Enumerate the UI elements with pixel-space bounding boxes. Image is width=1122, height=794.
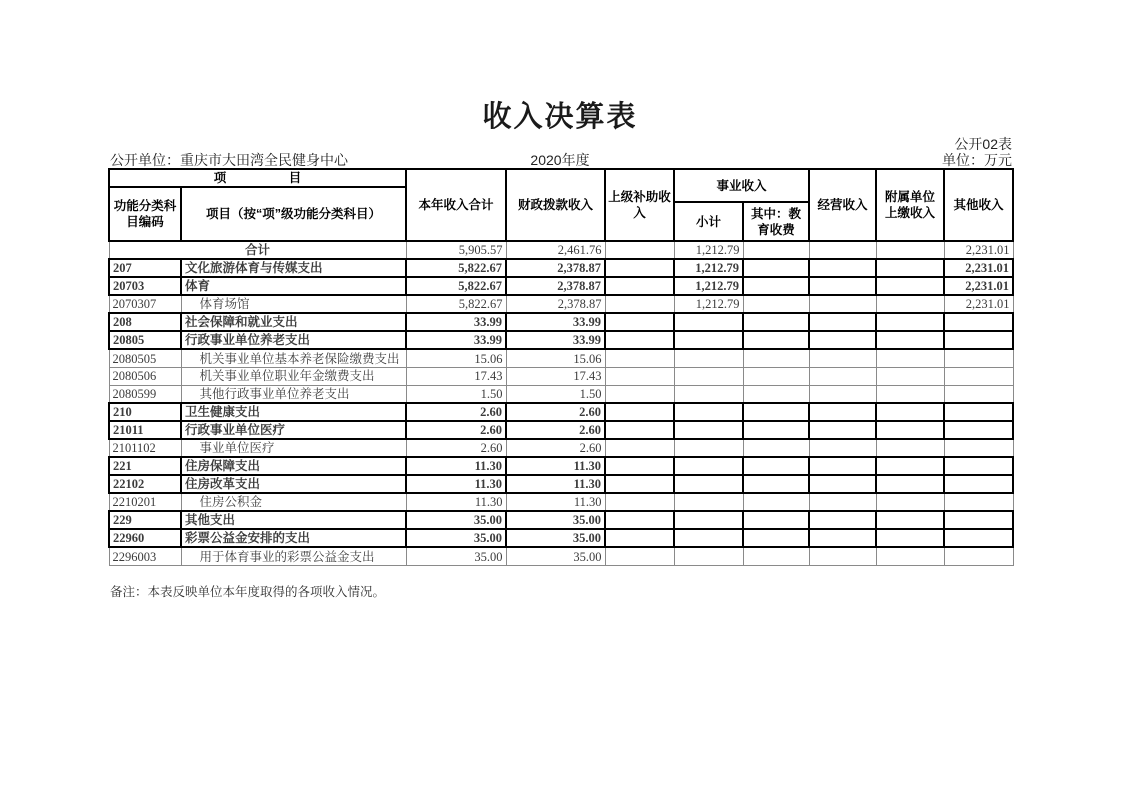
value-cell-superior [605, 511, 674, 529]
value-cell-total: 33.99 [406, 313, 506, 331]
value-cell-total: 35.00 [406, 529, 506, 547]
value-cell-total: 11.30 [406, 493, 506, 511]
page-title: 收入决算表 [482, 101, 638, 133]
value-cell-superior [605, 295, 674, 313]
header-superior-subsidy: 上级补助收入 [605, 169, 674, 241]
item-name-cell: 机关事业单位基本养老保险缴费支出 [181, 349, 406, 367]
value-cell-fiscal: 35.00 [506, 511, 605, 529]
table-row [109, 493, 1013, 511]
value-cell-education [743, 457, 809, 475]
value-cell-education [743, 277, 809, 295]
value-cell-fiscal: 2,378.87 [506, 277, 605, 295]
value-cell-affiliated [876, 475, 944, 493]
value-cell-education [743, 331, 809, 349]
header-function-code: 功能分类科目编码 [109, 187, 181, 241]
value-cell-subtotal: 1,212.79 [674, 259, 743, 277]
value-cell-total: 1.50 [406, 385, 506, 403]
value-cell-total: 5,822.67 [406, 277, 506, 295]
value-cell-operating [809, 331, 876, 349]
table-row [109, 295, 1013, 313]
header-item-group: 项 目 [109, 169, 406, 187]
value-cell-total: 17.43 [406, 367, 506, 385]
function-code-cell: 22960 [109, 529, 181, 547]
value-cell-fiscal: 2.60 [506, 403, 605, 421]
function-code-cell: 20805 [109, 331, 181, 349]
value-cell-total: 35.00 [406, 511, 506, 529]
value-cell-education [743, 529, 809, 547]
table-row [109, 421, 1013, 439]
value-cell-affiliated [876, 331, 944, 349]
value-cell-other [944, 475, 1013, 493]
table-row [109, 349, 1013, 367]
function-code-cell: 2080599 [109, 385, 181, 403]
value-cell-fiscal: 35.00 [506, 547, 605, 565]
value-cell-education [743, 547, 809, 565]
value-cell-subtotal [674, 475, 743, 493]
table-row [109, 385, 1013, 403]
value-cell-superior [605, 259, 674, 277]
value-cell-subtotal [674, 457, 743, 475]
value-cell-other [944, 331, 1013, 349]
value-cell-fiscal: 1.50 [506, 385, 605, 403]
unit-label: 单位：万元 [942, 152, 1012, 168]
value-cell-subtotal [674, 367, 743, 385]
value-cell-education [743, 493, 809, 511]
value-cell-superior [605, 493, 674, 511]
value-cell-affiliated [876, 349, 944, 367]
value-cell-affiliated [876, 295, 944, 313]
value-cell-affiliated [876, 457, 944, 475]
function-code-cell: 2080505 [109, 349, 181, 367]
value-cell-total: 5,822.67 [406, 295, 506, 313]
header-item-name: 项目（按“项”级功能分类科目） [181, 187, 406, 241]
header-total-income: 本年收入合计 [406, 169, 506, 241]
value-cell-fiscal: 15.06 [506, 349, 605, 367]
publisher-label: 公开单位：重庆市大田湾全民健身中心 [110, 152, 348, 168]
value-cell-operating [809, 277, 876, 295]
value-cell-education [743, 385, 809, 403]
table-row [109, 277, 1013, 295]
table-row [109, 475, 1013, 493]
value-cell-subtotal [674, 529, 743, 547]
function-code-cell: 229 [109, 511, 181, 529]
value-cell-operating [809, 241, 876, 259]
value-cell-other [944, 385, 1013, 403]
value-cell-affiliated [876, 493, 944, 511]
table-row [109, 367, 1013, 385]
value-cell-subtotal [674, 385, 743, 403]
item-name-cell: 体育场馆 [181, 295, 406, 313]
value-cell-total: 5,905.57 [406, 241, 506, 259]
value-cell-affiliated [876, 439, 944, 457]
fiscal-year-label: 2020年度 [530, 152, 590, 168]
value-cell-other [944, 421, 1013, 439]
value-cell-superior [605, 367, 674, 385]
value-cell-total: 2.60 [406, 421, 506, 439]
function-code-cell: 2210201 [109, 493, 181, 511]
table-row [109, 331, 1013, 349]
function-code-cell: 2101102 [109, 439, 181, 457]
function-code-cell: 221 [109, 457, 181, 475]
function-code-cell: 21011 [109, 421, 181, 439]
header-affiliated-income: 附属单位上缴收入 [876, 169, 944, 241]
value-cell-education [743, 421, 809, 439]
value-cell-operating [809, 421, 876, 439]
value-cell-education [743, 259, 809, 277]
item-name-cell: 住房保障支出 [181, 457, 406, 475]
value-cell-other [944, 349, 1013, 367]
function-code-cell: 20703 [109, 277, 181, 295]
value-cell-operating [809, 403, 876, 421]
value-cell-total: 33.99 [406, 331, 506, 349]
value-cell-operating [809, 259, 876, 277]
value-cell-education [743, 313, 809, 331]
item-name-cell: 住房公积金 [181, 493, 406, 511]
value-cell-total: 11.30 [406, 475, 506, 493]
value-cell-operating [809, 367, 876, 385]
value-cell-fiscal: 2,378.87 [506, 295, 605, 313]
value-cell-fiscal: 17.43 [506, 367, 605, 385]
value-cell-fiscal: 2.60 [506, 439, 605, 457]
value-cell-affiliated [876, 403, 944, 421]
item-name-cell: 事业单位医疗 [181, 439, 406, 457]
value-cell-other: 2,231.01 [944, 259, 1013, 277]
table-row [109, 457, 1013, 475]
function-code-cell: 210 [109, 403, 181, 421]
value-cell-total: 15.06 [406, 349, 506, 367]
item-name-cell: 体育 [181, 277, 406, 295]
value-cell-other: 2,231.01 [944, 241, 1013, 259]
value-cell-operating [809, 295, 876, 313]
value-cell-superior [605, 457, 674, 475]
item-name-cell: 机关事业单位职业年金缴费支出 [181, 367, 406, 385]
table-row [109, 259, 1013, 277]
value-cell-superior [605, 403, 674, 421]
value-cell-operating [809, 529, 876, 547]
form-code-label: 公开02表 [954, 136, 1012, 152]
item-name-cell: 行政事业单位养老支出 [181, 331, 406, 349]
value-cell-fiscal: 33.99 [506, 331, 605, 349]
value-cell-subtotal [674, 439, 743, 457]
value-cell-operating [809, 385, 876, 403]
income-accounts-table [108, 168, 1014, 566]
value-cell-affiliated [876, 259, 944, 277]
value-cell-fiscal: 2,461.76 [506, 241, 605, 259]
value-cell-education [743, 511, 809, 529]
value-cell-education [743, 403, 809, 421]
item-name-cell: 行政事业单位医疗 [181, 421, 406, 439]
value-cell-superior [605, 331, 674, 349]
function-code-cell: 22102 [109, 475, 181, 493]
value-cell-superior [605, 529, 674, 547]
value-cell-fiscal: 11.30 [506, 475, 605, 493]
header-education-fees: 其中：教育收费 [743, 202, 809, 241]
header-other-income: 其他收入 [944, 169, 1013, 241]
value-cell-other [944, 457, 1013, 475]
value-cell-other: 2,231.01 [944, 277, 1013, 295]
function-code-cell: 207 [109, 259, 181, 277]
value-cell-subtotal [674, 313, 743, 331]
value-cell-affiliated [876, 421, 944, 439]
value-cell-subtotal: 1,212.79 [674, 277, 743, 295]
value-cell-other [944, 403, 1013, 421]
value-cell-operating [809, 493, 876, 511]
item-name-cell: 用于体育事业的彩票公益金支出 [181, 547, 406, 565]
value-cell-subtotal [674, 331, 743, 349]
header-operating-income: 经营收入 [809, 169, 876, 241]
value-cell-affiliated [876, 385, 944, 403]
grand-total-label-cell: 合计 [109, 241, 406, 259]
value-cell-superior [605, 277, 674, 295]
value-cell-superior [605, 349, 674, 367]
value-cell-operating [809, 547, 876, 565]
value-cell-fiscal: 2,378.87 [506, 259, 605, 277]
value-cell-superior [605, 241, 674, 259]
value-cell-subtotal [674, 403, 743, 421]
value-cell-superior [605, 313, 674, 331]
value-cell-other [944, 547, 1013, 565]
value-cell-other [944, 529, 1013, 547]
value-cell-education [743, 475, 809, 493]
value-cell-other [944, 511, 1013, 529]
value-cell-subtotal [674, 511, 743, 529]
value-cell-affiliated [876, 547, 944, 565]
meta-row [108, 150, 1012, 167]
header-business-income-group: 事业收入 [674, 169, 809, 202]
value-cell-superior [605, 439, 674, 457]
value-cell-education [743, 439, 809, 457]
value-cell-affiliated [876, 529, 944, 547]
value-cell-affiliated [876, 511, 944, 529]
table-row [109, 439, 1013, 457]
value-cell-total: 5,822.67 [406, 259, 506, 277]
table-body [109, 241, 1013, 565]
item-name-cell: 彩票公益金安排的支出 [181, 529, 406, 547]
value-cell-operating [809, 313, 876, 331]
item-name-cell: 住房改革支出 [181, 475, 406, 493]
value-cell-operating [809, 457, 876, 475]
value-cell-education [743, 295, 809, 313]
table-row [109, 547, 1013, 565]
value-cell-education [743, 349, 809, 367]
value-cell-operating [809, 511, 876, 529]
value-cell-education [743, 367, 809, 385]
value-cell-superior [605, 547, 674, 565]
value-cell-other: 2,231.01 [944, 295, 1013, 313]
value-cell-subtotal: 1,212.79 [674, 295, 743, 313]
table-row [109, 403, 1013, 421]
value-cell-affiliated [876, 367, 944, 385]
item-name-cell: 卫生健康支出 [181, 403, 406, 421]
value-cell-fiscal: 2.60 [506, 421, 605, 439]
table-row [109, 529, 1013, 547]
value-cell-fiscal: 11.30 [506, 457, 605, 475]
value-cell-superior [605, 475, 674, 493]
table-header [109, 169, 1013, 241]
item-name-cell: 其他支出 [181, 511, 406, 529]
value-cell-operating [809, 475, 876, 493]
item-name-cell: 文化旅游体育与传媒支出 [181, 259, 406, 277]
item-name-cell: 社会保障和就业支出 [181, 313, 406, 331]
value-cell-total: 2.60 [406, 439, 506, 457]
header-fiscal-appropriation: 财政拨款收入 [506, 169, 605, 241]
table-row [109, 241, 1013, 259]
value-cell-other [944, 367, 1013, 385]
value-cell-total: 35.00 [406, 547, 506, 565]
function-code-cell: 208 [109, 313, 181, 331]
item-name-cell: 其他行政事业单位养老支出 [181, 385, 406, 403]
value-cell-subtotal [674, 493, 743, 511]
value-cell-fiscal: 35.00 [506, 529, 605, 547]
value-cell-affiliated [876, 313, 944, 331]
value-cell-total: 11.30 [406, 457, 506, 475]
value-cell-total: 2.60 [406, 403, 506, 421]
table-row [109, 511, 1013, 529]
value-cell-superior [605, 385, 674, 403]
footnote: 备注：本表反映单位本年度取得的各项收入情况。 [110, 585, 386, 599]
value-cell-affiliated [876, 241, 944, 259]
value-cell-subtotal [674, 349, 743, 367]
value-cell-operating [809, 349, 876, 367]
value-cell-subtotal: 1,212.79 [674, 241, 743, 259]
value-cell-superior [605, 421, 674, 439]
function-code-cell: 2296003 [109, 547, 181, 565]
function-code-cell: 2070307 [109, 295, 181, 313]
value-cell-education [743, 241, 809, 259]
value-cell-affiliated [876, 277, 944, 295]
function-code-cell: 2080506 [109, 367, 181, 385]
header-subtotal: 小计 [674, 202, 743, 241]
value-cell-operating [809, 439, 876, 457]
table-row [109, 313, 1013, 331]
value-cell-subtotal [674, 547, 743, 565]
value-cell-other [944, 439, 1013, 457]
value-cell-other [944, 493, 1013, 511]
value-cell-fiscal: 33.99 [506, 313, 605, 331]
value-cell-other [944, 313, 1013, 331]
value-cell-subtotal [674, 421, 743, 439]
value-cell-fiscal: 11.30 [506, 493, 605, 511]
